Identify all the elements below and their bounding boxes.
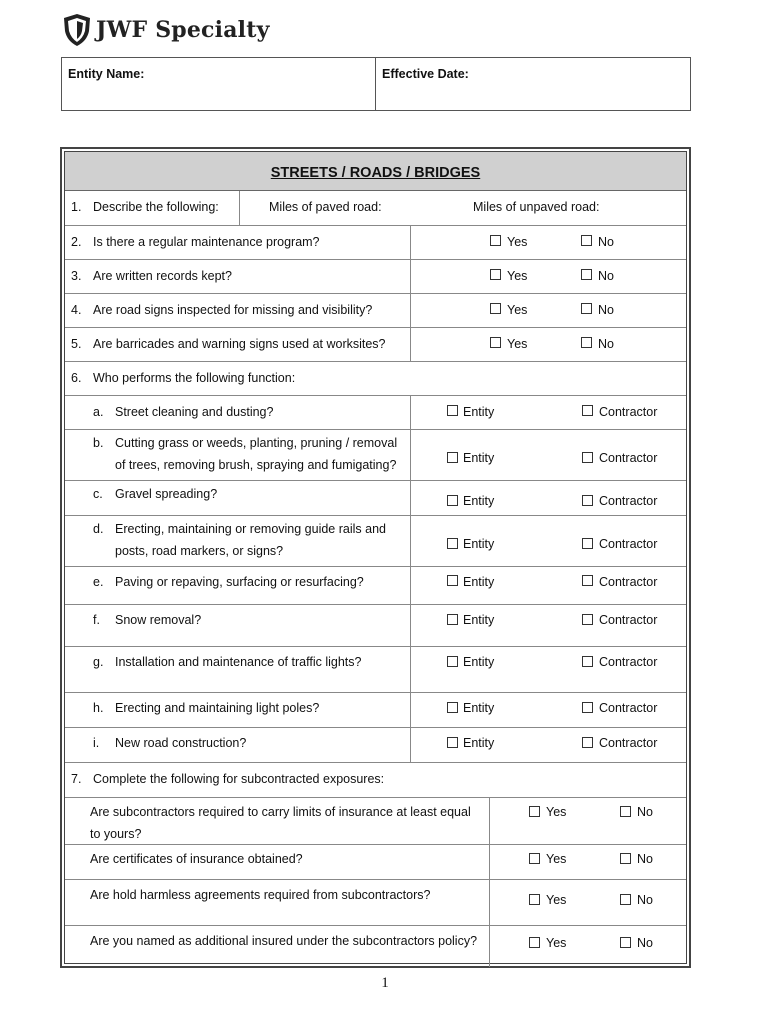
subcontract-row-2 (65, 845, 686, 880)
function-text-cont: of trees, removing brush, spraying and fumigating? (115, 458, 397, 472)
entity-checkbox[interactable] (447, 737, 458, 748)
yes-label: Yes (546, 805, 567, 819)
function-letter: h. (93, 701, 104, 715)
contractor-label: Contractor (599, 537, 658, 551)
entity-checkbox[interactable] (447, 538, 458, 549)
effective-date-field[interactable] (376, 58, 690, 110)
entity-checkbox[interactable] (447, 575, 458, 586)
contractor-checkbox[interactable] (582, 702, 593, 713)
yes-label: Yes (507, 269, 528, 283)
function-letter: g. (93, 655, 104, 669)
subcontract-question: Are you named as additional insured under the subcontractors policy? (90, 934, 478, 948)
question-text: Are written records kept? (93, 269, 232, 283)
question-row-3 (65, 260, 686, 294)
function-letter: e. (93, 575, 104, 589)
question-number: 6. (71, 371, 82, 385)
question-number: 7. (71, 772, 82, 786)
function-letter: c. (93, 487, 103, 501)
entity-info-box (61, 57, 691, 111)
entity-checkbox[interactable] (447, 495, 458, 506)
yes-label: Yes (546, 852, 567, 866)
question-text: Are road signs inspected for missing and visibility? (93, 303, 373, 317)
function-row-a (65, 396, 686, 430)
contractor-checkbox[interactable] (582, 495, 593, 506)
contractor-label: Contractor (599, 613, 658, 627)
yes-checkbox[interactable] (490, 235, 501, 246)
entity-checkbox[interactable] (447, 452, 458, 463)
function-text: Installation and maintenance of traffic lights? (115, 655, 362, 669)
question-row-2 (65, 226, 686, 260)
unpaved-road-field[interactable]: Miles of unpaved road: (473, 200, 600, 214)
logo-text: JWF Specialty (96, 17, 270, 43)
question-text: Is there a regular maintenance program? (93, 235, 320, 249)
subcontract-question-cont: to yours? (90, 827, 142, 841)
contractor-checkbox[interactable] (582, 614, 593, 625)
company-logo (62, 12, 270, 48)
subcontract-question: Are certificates of insurance obtained? (90, 852, 303, 866)
contractor-label: Contractor (599, 405, 658, 419)
no-label: No (598, 269, 614, 283)
function-text-cont: posts, road markers, or signs? (115, 544, 284, 558)
no-label: No (598, 303, 614, 317)
no-label: No (598, 235, 614, 249)
no-label: No (637, 936, 653, 950)
question-number: 1. (71, 200, 82, 214)
yes-checkbox[interactable] (490, 269, 501, 280)
yes-checkbox[interactable] (490, 337, 501, 348)
question-text: Describe the following: (93, 200, 219, 214)
no-checkbox[interactable] (620, 806, 631, 817)
question-row-6 (65, 362, 686, 396)
function-text: Erecting and maintaining light poles? (115, 701, 320, 715)
questionnaire-form (60, 147, 691, 968)
question-text: Are barricades and warning signs used at worksites? (93, 337, 386, 351)
entity-label: Entity (463, 537, 495, 551)
function-letter: b. (93, 436, 104, 450)
entity-label: Entity (463, 701, 495, 715)
no-label: No (637, 852, 653, 866)
yes-label: Yes (507, 303, 528, 317)
contractor-label: Contractor (599, 655, 658, 669)
entity-label: Entity (463, 494, 495, 508)
contractor-checkbox[interactable] (582, 405, 593, 416)
entity-name-label: Entity Name: (68, 67, 145, 81)
function-row-c (65, 481, 686, 516)
function-row-i (65, 728, 686, 763)
no-label: No (637, 805, 653, 819)
contractor-checkbox[interactable] (582, 737, 593, 748)
section-title: STREETS / ROADS / BRIDGES (65, 152, 686, 191)
page-number: 1 (381, 975, 389, 991)
yes-label: Yes (546, 893, 567, 907)
subcontract-row-4 (65, 926, 686, 967)
entity-label: Entity (463, 655, 495, 669)
entity-label: Entity (463, 736, 495, 750)
function-text: Cutting grass or weeds, planting, pruning / removal (115, 436, 398, 450)
no-checkbox[interactable] (581, 337, 592, 348)
function-text: Snow removal? (115, 613, 202, 627)
question-number: 3. (71, 269, 82, 283)
no-checkbox[interactable] (581, 235, 592, 246)
question-number: 4. (71, 303, 82, 317)
function-letter: i. (93, 736, 100, 750)
yes-checkbox[interactable] (529, 806, 540, 817)
no-checkbox[interactable] (620, 853, 631, 864)
paved-road-field[interactable]: Miles of paved road: (269, 200, 382, 214)
contractor-checkbox[interactable] (582, 656, 593, 667)
contractor-label: Contractor (599, 701, 658, 715)
no-checkbox[interactable] (620, 937, 631, 948)
question-text: Who performs the following function: (93, 371, 296, 385)
function-row-d (65, 516, 686, 567)
shield-logo-icon (62, 13, 92, 47)
function-text: New road construction? (115, 736, 247, 750)
contractor-checkbox[interactable] (582, 575, 593, 586)
entity-name-field[interactable] (62, 58, 376, 110)
function-row-h (65, 693, 686, 728)
no-label: No (637, 893, 653, 907)
question-number: 5. (71, 337, 82, 351)
no-checkbox[interactable] (620, 894, 631, 905)
yes-checkbox[interactable] (490, 303, 501, 314)
yes-label: Yes (507, 235, 528, 249)
function-row-b (65, 430, 686, 481)
question-row-7 (65, 763, 686, 798)
function-row-g (65, 647, 686, 693)
function-letter: a. (93, 405, 104, 419)
yes-checkbox[interactable] (529, 894, 540, 905)
entity-label: Entity (463, 451, 495, 465)
effective-date-label: Effective Date: (382, 67, 469, 81)
function-row-f (65, 605, 686, 647)
subcontract-question: Are subcontractors required to carry limits of insurance at least equal (90, 805, 471, 819)
no-checkbox[interactable] (581, 303, 592, 314)
entity-label: Entity (463, 575, 495, 589)
contractor-checkbox[interactable] (582, 538, 593, 549)
contractor-label: Contractor (599, 575, 658, 589)
question-row-5 (65, 328, 686, 362)
subcontract-row-1 (65, 798, 686, 845)
contractor-checkbox[interactable] (582, 452, 593, 463)
no-checkbox[interactable] (581, 269, 592, 280)
yes-label: Yes (546, 936, 567, 950)
entity-label: Entity (463, 405, 495, 419)
entity-checkbox[interactable] (447, 702, 458, 713)
question-number: 2. (71, 235, 82, 249)
yes-checkbox[interactable] (529, 937, 540, 948)
entity-checkbox[interactable] (447, 405, 458, 416)
function-text: Gravel spreading? (115, 487, 218, 501)
question-row-1 (65, 191, 686, 226)
question-row-4 (65, 294, 686, 328)
question-text: Complete the following for subcontracted exposures: (93, 772, 385, 786)
yes-label: Yes (507, 337, 528, 351)
contractor-label: Contractor (599, 494, 658, 508)
contractor-label: Contractor (599, 451, 658, 465)
entity-checkbox[interactable] (447, 656, 458, 667)
yes-checkbox[interactable] (529, 853, 540, 864)
function-row-e (65, 567, 686, 605)
function-text: Paving or repaving, surfacing or resurfacing? (115, 575, 364, 589)
entity-label: Entity (463, 613, 495, 627)
subcontract-question: Are hold harmless agreements required from subcontractors? (90, 888, 431, 902)
function-letter: d. (93, 522, 104, 536)
subcontract-row-3 (65, 880, 686, 926)
function-text: Street cleaning and dusting? (115, 405, 274, 419)
function-text: Erecting, maintaining or removing guide rails and (115, 522, 386, 536)
function-letter: f. (93, 613, 100, 627)
entity-checkbox[interactable] (447, 614, 458, 625)
no-label: No (598, 337, 614, 351)
contractor-label: Contractor (599, 736, 658, 750)
